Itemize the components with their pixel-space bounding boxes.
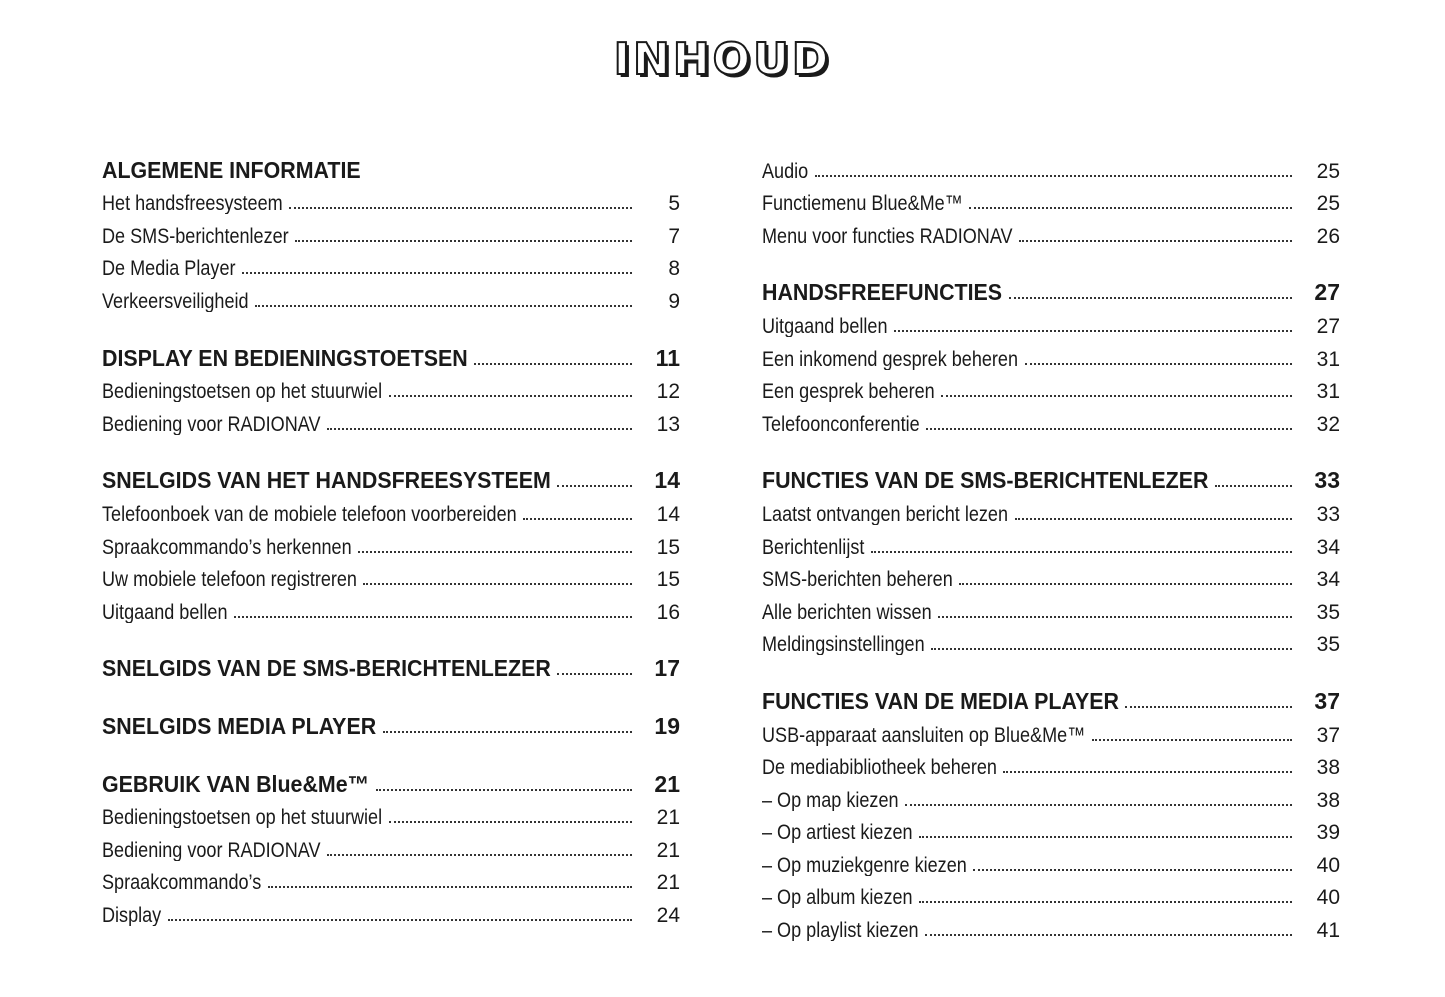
toc-entry[interactable] — [102, 590, 680, 623]
toc-page-number: 37 — [1316, 723, 1340, 747]
toc-page-number: 16 — [656, 600, 680, 624]
dot-leader — [931, 647, 1292, 650]
toc-page-number: 7 — [668, 224, 680, 248]
section-gap — [102, 738, 680, 763]
toc-page-number: 38 — [1316, 788, 1340, 812]
toc-page-number: 25 — [1316, 159, 1340, 183]
toc-entry-label: Een inkomend gesprek beheren — [762, 348, 1019, 370]
dot-leader — [557, 484, 632, 487]
section-gap — [762, 655, 1340, 680]
toc-entry-label: Uitgaand bellen — [762, 315, 888, 337]
toc-entry[interactable] — [762, 304, 1340, 337]
toc-section-heading[interactable] — [762, 680, 1340, 713]
toc-entry[interactable] — [762, 182, 1340, 215]
toc-entry-label: De SMS-berichtenlezer — [102, 225, 289, 247]
dot-leader — [959, 582, 1292, 585]
section-gap — [102, 435, 680, 460]
toc-entry-label: Alle berichten wissen — [762, 601, 932, 623]
dot-leader — [973, 868, 1292, 871]
toc-page-number: 15 — [656, 568, 680, 592]
toc-page-number: 40 — [1316, 853, 1340, 877]
toc-page-number: 39 — [1316, 821, 1340, 845]
toc-entry-label: Telefoonconferentie — [762, 413, 920, 435]
toc-entry[interactable] — [762, 623, 1340, 656]
toc-page-number: 37 — [1314, 687, 1340, 714]
dot-leader — [969, 206, 1292, 209]
dot-leader — [919, 835, 1292, 838]
toc-entry[interactable] — [102, 828, 680, 861]
toc-entry-label: Uw mobiele telefoon registreren — [102, 569, 357, 591]
toc-section-heading[interactable] — [762, 460, 1340, 493]
toc-page-number: 11 — [655, 344, 680, 371]
toc-page-number: 21 — [654, 770, 680, 797]
toc-entry[interactable] — [102, 861, 680, 894]
toc-entry-label: Menu voor functies RADIONAV — [762, 225, 1013, 247]
toc-entry-label: – Op playlist kiezen — [762, 920, 919, 942]
toc-entry-label: Een gesprek beheren — [762, 381, 935, 403]
dot-leader — [383, 730, 632, 733]
toc-left-column — [102, 149, 680, 926]
toc-page-number: 9 — [668, 289, 680, 313]
dot-leader — [905, 803, 1292, 806]
toc-entry[interactable] — [102, 558, 680, 591]
toc-entry[interactable] — [102, 279, 680, 312]
toc-entry[interactable] — [102, 796, 680, 829]
toc-entry[interactable] — [762, 149, 1340, 182]
toc-entry-label: Spraakcommando’s — [102, 872, 262, 894]
toc-entry-label: FUNCTIES VAN DE MEDIA PLAYER — [762, 689, 1119, 713]
section-gap — [102, 623, 680, 648]
dot-leader — [1215, 484, 1292, 487]
toc-page-number: 21 — [656, 806, 680, 830]
dot-leader — [1092, 738, 1292, 741]
dot-leader — [255, 304, 632, 307]
toc-entry[interactable] — [102, 492, 680, 525]
toc-page-number: 27 — [1314, 279, 1340, 306]
toc-entry-label: Bediening voor RADIONAV — [102, 413, 321, 435]
toc-entry-label: Audio — [762, 160, 809, 182]
toc-entry[interactable] — [762, 876, 1340, 909]
toc-entry-label: FUNCTIES VAN DE SMS-BERICHTENLEZER — [762, 469, 1209, 493]
toc-page-number: 15 — [656, 535, 680, 559]
toc-entry-label: De Media Player — [102, 258, 236, 280]
toc-entry-label: SNELGIDS MEDIA PLAYER — [102, 714, 377, 738]
toc-entry-label: Verkeersveiligheid — [102, 290, 249, 312]
toc-page-number: 34 — [1316, 535, 1340, 559]
toc-page-number: 40 — [1316, 886, 1340, 910]
dot-leader — [815, 174, 1292, 177]
toc-entry[interactable] — [762, 492, 1340, 525]
toc-entry-label: Het handsfreesysteem — [102, 193, 283, 215]
toc-page-number: 14 — [654, 467, 680, 494]
toc-entry-label: ALGEMENE INFORMATIE — [102, 158, 361, 182]
toc-entry[interactable] — [102, 402, 680, 435]
toc-page-number: 13 — [656, 412, 680, 436]
dot-leader — [234, 615, 632, 618]
toc-page-number: 35 — [1316, 600, 1340, 624]
toc-section-heading[interactable] — [102, 705, 680, 738]
dot-leader — [389, 394, 632, 397]
toc-entry[interactable] — [762, 214, 1340, 247]
toc-entry[interactable] — [762, 525, 1340, 558]
toc-page-number: 33 — [1314, 467, 1340, 494]
toc-entry-label: – Op map kiezen — [762, 789, 899, 811]
toc-entry[interactable] — [762, 337, 1340, 370]
toc-section-heading[interactable] — [102, 648, 680, 681]
toc-page-number: 8 — [668, 257, 680, 281]
dot-leader — [1025, 362, 1292, 365]
toc-entry[interactable] — [762, 908, 1340, 941]
toc-entry-label: Meldingsinstellingen — [762, 634, 925, 656]
toc-entry[interactable] — [102, 247, 680, 280]
toc-page-number: 14 — [656, 502, 680, 526]
toc-page-number: 21 — [656, 838, 680, 862]
toc-entry-label: – Op album kiezen — [762, 887, 913, 909]
dot-leader — [1015, 517, 1292, 520]
toc-entry[interactable] — [762, 843, 1340, 876]
toc-entry[interactable] — [762, 402, 1340, 435]
toc-entry-label: Telefoonboek van de mobiele telefoon voorbereiden — [102, 503, 517, 525]
toc-page-number: 25 — [1316, 192, 1340, 216]
toc-entry[interactable] — [102, 370, 680, 403]
toc-entry-label: – Op muziekgenre kiezen — [762, 854, 967, 876]
toc-entry-label: SMS-berichten beheren — [762, 569, 953, 591]
toc-entry-label: GEBRUIK VAN Blue&Me™ — [102, 772, 370, 796]
dot-leader — [871, 550, 1292, 553]
toc-entry-label: – Op artiest kiezen — [762, 822, 913, 844]
toc-entry[interactable] — [102, 214, 680, 247]
dot-leader — [925, 933, 1292, 936]
dot-leader — [474, 362, 632, 365]
dot-leader — [894, 329, 1292, 332]
toc-entry-label: Display — [102, 904, 162, 926]
toc-entry-label: SNELGIDS VAN DE SMS-BERICHTENLEZER — [102, 657, 551, 681]
dot-leader — [941, 394, 1292, 397]
toc-entry[interactable] — [762, 746, 1340, 779]
toc-section-heading[interactable] — [762, 272, 1340, 305]
dot-leader — [376, 788, 632, 791]
toc-page-number: 26 — [1316, 224, 1340, 248]
toc-page-number: 19 — [654, 712, 680, 739]
dot-leader — [363, 582, 632, 585]
toc-page-number: 32 — [1316, 412, 1340, 436]
toc-page-number: 31 — [1316, 380, 1340, 404]
toc-page-number: 31 — [1316, 347, 1340, 371]
dot-leader — [327, 853, 632, 856]
dot-leader — [327, 427, 632, 430]
dot-leader — [557, 672, 632, 675]
toc-entry[interactable] — [762, 370, 1340, 403]
dot-leader — [926, 427, 1292, 430]
dot-leader — [358, 550, 632, 553]
dot-leader — [289, 206, 632, 209]
section-gap — [102, 680, 680, 705]
toc-page-number: 33 — [1316, 502, 1340, 526]
toc-section-heading[interactable] — [102, 337, 680, 370]
toc-entry[interactable] — [102, 525, 680, 558]
toc-page-number: 27 — [1316, 314, 1340, 338]
toc-entry[interactable] — [762, 558, 1340, 591]
toc-section-heading[interactable] — [102, 763, 680, 796]
dot-leader — [1125, 705, 1292, 708]
dot-leader — [268, 885, 632, 888]
toc-entry-label: Functiemenu Blue&Me™ — [762, 193, 963, 215]
dot-leader — [523, 517, 632, 520]
toc-right-column — [762, 149, 1340, 941]
dot-leader — [295, 239, 632, 242]
dot-leader — [1003, 770, 1292, 773]
toc-entry[interactable] — [762, 590, 1340, 623]
toc-entry[interactable] — [762, 713, 1340, 746]
toc-entry[interactable] — [762, 811, 1340, 844]
toc-entry-label: HANDSFREEFUNCTIES — [762, 281, 1003, 305]
dot-leader — [1019, 239, 1292, 242]
toc-entry-label: Bedieningstoetsen op het stuurwiel — [102, 807, 383, 829]
dot-leader — [367, 176, 632, 177]
toc-page-number: 12 — [656, 380, 680, 404]
toc-entry-label: Bediening voor RADIONAV — [102, 839, 321, 861]
toc-entry[interactable] — [762, 778, 1340, 811]
dot-leader — [919, 900, 1292, 903]
toc-page-number: 5 — [668, 192, 680, 216]
section-gap — [762, 247, 1340, 272]
toc-section-heading[interactable] — [102, 149, 680, 182]
toc-entry[interactable] — [102, 893, 680, 926]
toc-entry-label: SNELGIDS VAN HET HANDSFREESYSTEEM — [102, 469, 551, 493]
toc-entry[interactable] — [102, 182, 680, 215]
dot-leader — [938, 615, 1292, 618]
section-gap — [762, 435, 1340, 460]
toc-entry-label: Spraakcommando’s herkennen — [102, 536, 352, 558]
toc-entry-label: DISPLAY EN BEDIENINGSTOETSEN — [102, 346, 468, 370]
toc-section-heading[interactable] — [102, 460, 680, 493]
dot-leader — [242, 271, 632, 274]
toc-page-number: 21 — [656, 871, 680, 895]
dot-leader — [1009, 296, 1292, 299]
toc-page-number: 24 — [656, 903, 680, 927]
toc-page-number: 41 — [1316, 919, 1340, 943]
toc-entry-label: Bedieningstoetsen op het stuurwiel — [102, 381, 383, 403]
toc-page-number: 34 — [1316, 568, 1340, 592]
toc-page-number: 38 — [1316, 756, 1340, 780]
dot-leader — [389, 820, 632, 823]
toc-entry-label: Berichtenlijst — [762, 536, 865, 558]
dot-leader — [168, 918, 632, 921]
toc-entry-label: Laatst ontvangen bericht lezen — [762, 503, 1009, 525]
page-title: INHOUD — [613, 34, 832, 85]
toc-entry-label: Uitgaand bellen — [102, 601, 228, 623]
toc-page-number: 35 — [1316, 633, 1340, 657]
toc-page-number: 17 — [654, 655, 680, 682]
section-gap — [102, 312, 680, 337]
toc-entry-label: De mediabibliotheek beheren — [762, 757, 997, 779]
toc-entry-label: USB-apparaat aansluiten op Blue&Me™ — [762, 724, 1086, 746]
